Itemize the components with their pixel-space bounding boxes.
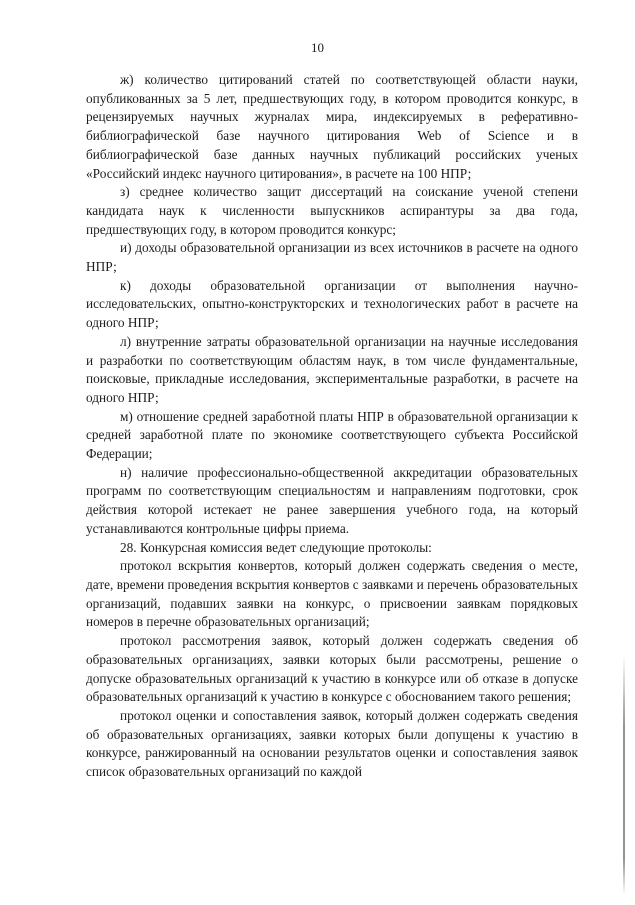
scan-edge-shadow — [623, 655, 625, 895]
document-body — [86, 71, 578, 782]
paragraph-protocol-envelopes: протокол вскрытия конвертов, который должен содержать сведения о месте, дате, времени проведения вскрытия конвертов с заявками и перечень образовательных организаций, подавших заявки на конкурс, о присвоении заявкам порядковых номеров в перечне образовательных организаций; — [86, 558, 578, 630]
paragraph-28-protocols: 28. Конкурсная комиссия ведет следующие протоколы: — [120, 539, 432, 555]
paragraph-protocol-review: протокол рассмотрения заявок, который должен содержать сведения об образовательных организациях, заявки которых были рассмотрены, решение о допуске образовательных организаций к участию в конкурсе или об отказе в допуске образовательных организаций к участию в конкурсе с обоснованием такого решения; — [86, 633, 578, 705]
paragraph-i-income: и) доходы образовательной организации из всех источников в расчете на одного НПР; — [86, 240, 578, 275]
paragraph-protocol-evaluation: протокол оценки и сопоставления заявок, который должен содержать сведения об образовательных организациях, заявки которых были допущены к участию в конкурсе, ранжированный на основании результатов оценки и сопоставления заявок список образовательных организаций по каждой — [86, 707, 578, 780]
paragraph-n-accreditation: н) наличие профессионально-общественной аккредитации образовательных программ по соответствующим специальностям и направлениям подготовки, срок действия которой истекает не ранее завершения учебного года, на который устанавливаются контрольные цифры приема. — [86, 464, 578, 536]
page-number: 10 — [311, 40, 324, 55]
paragraph-k-research-income: к) доходы образовательной организации от выполнения научно-исследовательских, опытно-конструкторских и технологических работ в расчете на одного НПР; — [86, 277, 578, 331]
paragraph-z-dissertations: з) среднее количество защит диссертаций на соискание ученой степени кандидата наук к численности выпускников аспирантуры за два года, предшествующих году, в котором проводится конкурс; — [86, 184, 578, 237]
paragraph-m-salary-ratio: м) отношение средней заработной платы НПР в образовательной организации к средней заработной плате по экономике соответствующего субъекта Российской Федерации; — [86, 408, 578, 462]
paragraph-l-internal-costs: л) внутренние затраты образовательной организации на научные исследования и разработки по соответствующим областям наук, в том числе фундаментальные, поисковые, прикладные исследования, экспериментальные разработки, в расчете на одного НПР; — [86, 333, 578, 405]
paragraph-zh-citations: ж) количество цитирований статей по соответствующей области науки, опубликованных за 5 лет, предшествующих году, в котором проводится конкурс, в рецензируемых научных журналах мира, индексируемых в реферативно-библиографической базе научного цитирования Web of Science и в библиографической базе данных научных публикаций российских ученых «Российский индекс научного цитирования», в расчете на 100 НПР; — [86, 72, 578, 181]
